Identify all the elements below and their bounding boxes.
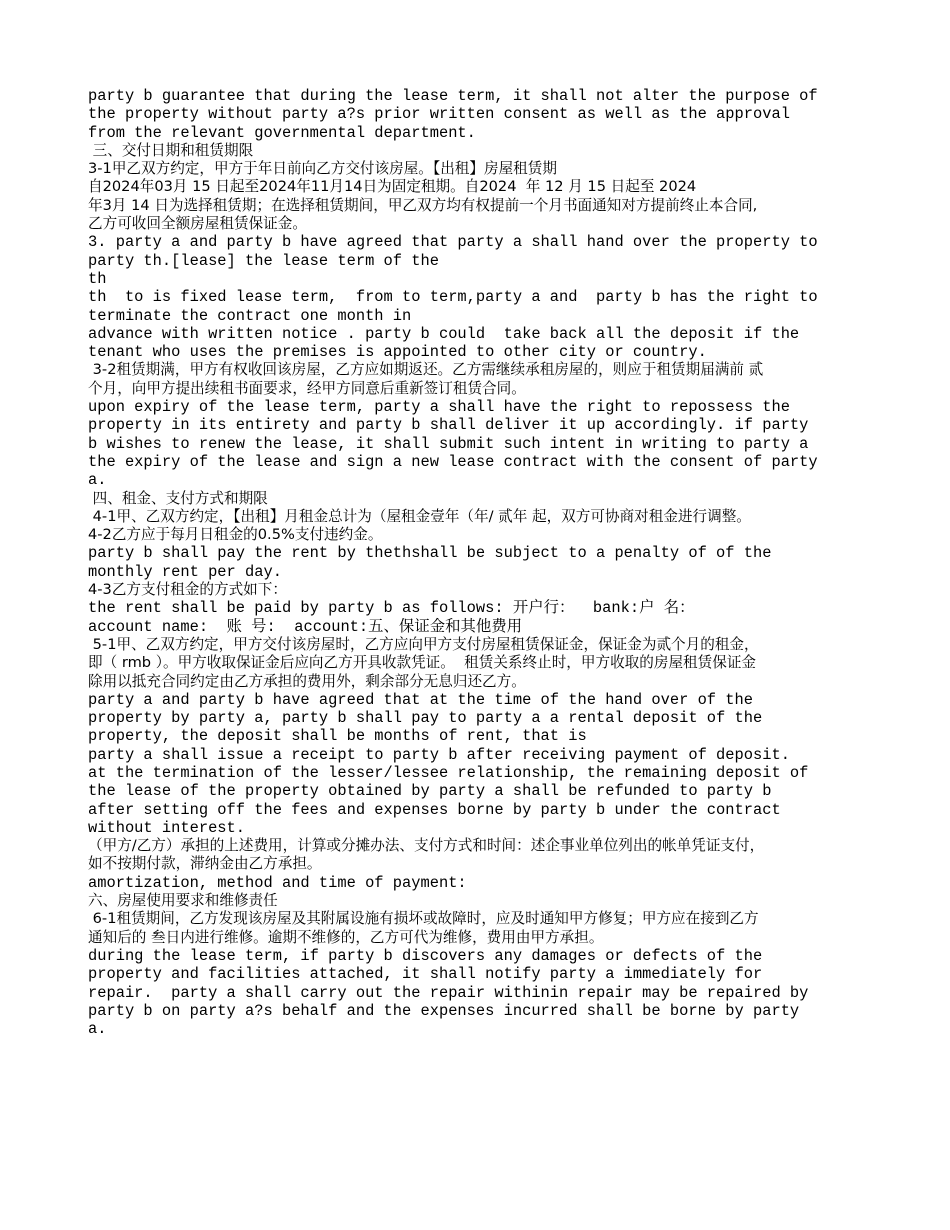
contract-line-english: the lease of the property obtained by party a shall be refunded to party b xyxy=(88,782,772,801)
contract-line-english: b wishes to renew the lease, it shall submit such intent in writing to party a xyxy=(88,434,809,453)
contract-line-english: party b on party a?s behalf and the expenses incurred shall be borne by party xyxy=(88,1001,800,1020)
contract-line-chinese: 4-3乙方支付租金的方式如下： xyxy=(88,581,287,599)
contract-line-english: property, the deposit shall be months of rent, that is xyxy=(88,727,587,746)
contract-line-english: without interest. xyxy=(88,818,246,837)
contract-line-english: the property without party a?s prior written consent as well as the approval xyxy=(88,105,790,124)
contract-line-english: party a and party b have agreed that at the time of the hand over of the xyxy=(88,690,753,709)
contract-line-chinese: 3-2租赁期满，甲方有权收回该房屋，乙方应如期返还。乙方需继续承租房屋的，则应于租赁期届满前 贰 xyxy=(88,361,764,379)
contract-line-english: a. xyxy=(88,471,107,490)
contract-line-english: account name: 账 号: account:五、保证金和其他费用 xyxy=(88,617,523,636)
contract-line-english: party a shall issue a receipt to party b after receiving payment of deposit. xyxy=(88,745,790,764)
contract-line-english: property in its entirety and party b shall deliver it up accordingly. if party xyxy=(88,416,809,435)
contract-line-chinese: 六、房屋使用要求和维修责任 xyxy=(88,892,278,910)
contract-line-english: 3. party a and party b have agreed that party a shall hand over the property to xyxy=(88,233,818,252)
contract-line-english: amortization, method and time of payment: xyxy=(88,873,467,892)
contract-line-english: property by party a, party b shall pay to party a a rental deposit of the xyxy=(88,709,763,728)
contract-line-chinese: 个月，向甲方提出续租书面要求，经甲方同意后重新签订租赁合同。 xyxy=(88,379,526,397)
contract-line-chinese: 年3月 14 日为选择租赁期；在选择租赁期间，甲乙双方均有权提前一个月书面通知对方提前终止本合同, xyxy=(88,196,758,214)
contract-line-english: from the relevant governmental department. xyxy=(88,123,476,142)
contract-line-english: upon expiry of the lease term, party a shall have the right to repossess the xyxy=(88,398,790,417)
contract-line-chinese: （甲方/乙方）承担的上述费用，计算或分摊办法、支付方式和时间：述企事业单位列出的帐单凭证支付， xyxy=(88,837,765,855)
contract-line-chinese: 四、租金、支付方式和期限 xyxy=(88,489,268,507)
contract-line-english: party th.[lease] the lease term of the xyxy=(88,251,439,270)
contract-line-english: party b shall pay the rent by thethshall be subject to a penalty of of the xyxy=(88,544,772,563)
contract-line-english: the rent shall be paid by party b as follows: 开户行： bank:户 名： xyxy=(88,599,695,618)
contract-line-english: after setting off the fees and expenses borne by party b under the contract xyxy=(88,800,781,819)
contract-line-chinese: 乙方可收回全额房屋租赁保证金。 xyxy=(88,215,307,233)
contract-line-english: property and facilities attached, it shall notify party a immediately for xyxy=(88,965,763,984)
contract-line-english: tenant who uses the premises is appointed to other city or country. xyxy=(88,343,707,362)
contract-line-chinese: 自2024年03月 15 日起至2024年11月14日为固定租期。自2024 年 12 月 15 日起至 2024 xyxy=(88,178,697,196)
contract-line-english: the expiry of the lease and sign a new lease contract with the consent of party xyxy=(88,452,818,471)
contract-line-chinese: 4-2乙方应于每月日租金的0.5%支付违约金。 xyxy=(88,526,383,544)
contract-line-english: repair. party a shall carry out the repair withinin repair may be repaired by xyxy=(88,983,809,1002)
contract-line-english: advance with written notice . party b could take back all the deposit if the xyxy=(88,324,800,343)
contract-line-chinese: 3-1甲乙双方约定，甲方于年日前向乙方交付该房屋。【出租】房屋租赁期 xyxy=(88,160,557,178)
contract-line-chinese: 4-1甲、乙双方约定，【出租】月租金总计为（屋租金壹年（年/ 贰年 起，双方可协商对租金进行调整。 xyxy=(88,507,751,525)
contract-line-english: at the termination of the lesser/lessee relationship, the remaining deposit of xyxy=(88,763,809,782)
contract-line-english: during the lease term, if party b discovers any damages or defects of the xyxy=(88,946,763,965)
contract-line-chinese: 即（ rmb ）。甲方收取保证金后应向乙方开具收款凭证。 租赁关系终止时，甲方收取的房屋租赁保证金 xyxy=(88,654,757,672)
contract-line-chinese: 6-1租赁期间，乙方发现该房屋及其附属设施有损坏或故障时，应及时通知甲方修复；甲方应在接到乙方 xyxy=(88,910,759,928)
contract-line-chinese: 除用以抵充合同约定由乙方承担的费用外，剩余部分无息归还乙方。 xyxy=(88,672,526,690)
contract-line-chinese: 通知后的 叁日内进行维修。逾期不维修的，乙方可代为维修，费用由甲方承担。 xyxy=(88,928,604,946)
contract-line-english: th to is fixed lease term, from to term,party a and party b has the right to xyxy=(88,288,818,307)
contract-line-chinese: 三、交付日期和租赁期限 xyxy=(88,141,254,159)
contract-line-english: terminate the contract one month in xyxy=(88,306,412,325)
contract-line-english: monthly rent per day. xyxy=(88,562,282,581)
contract-line-english: a. xyxy=(88,1020,107,1039)
contract-line-english: party b guarantee that during the lease term, it shall not alter the purpose of xyxy=(88,87,818,105)
contract-line-english: th xyxy=(88,269,107,288)
document-page xyxy=(88,87,868,1038)
contract-line-chinese: 如不按期付款，滞纳金由乙方承担。 xyxy=(88,855,322,873)
contract-line-chinese: 5-1甲、乙双方约定，甲方交付该房屋时，乙方应向甲方支付房屋租赁保证金，保证金为贰个月的租金， xyxy=(88,635,759,653)
